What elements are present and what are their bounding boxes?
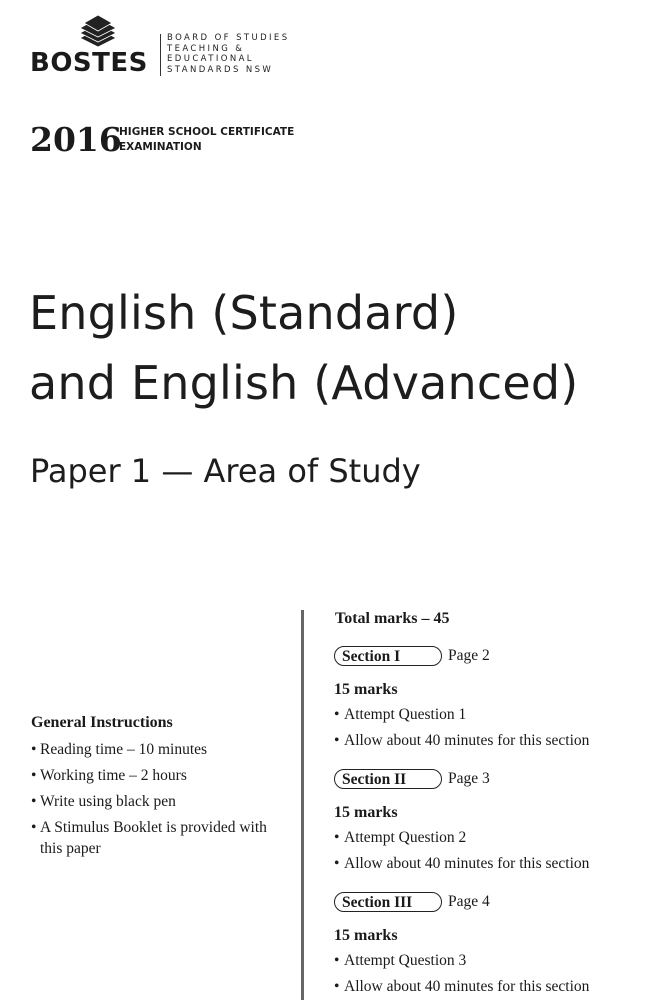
- board-line: EDUCATIONAL: [167, 54, 254, 64]
- section-ii-block: [334, 769, 589, 880]
- section-instructions: [334, 705, 589, 751]
- list-item: • Attempt Question 3: [334, 951, 589, 971]
- board-line: TEACHING &: [167, 43, 245, 54]
- section-instructions: [334, 828, 589, 874]
- general-instructions-list: [31, 739, 281, 864]
- list-item: • Working time – 2 hours: [31, 765, 281, 786]
- general-instructions-heading: General Instructions: [31, 714, 173, 731]
- exam-name-line: EXAMINATION: [119, 141, 202, 153]
- logo-wordmark: BOSTES: [30, 48, 148, 78]
- section-page-ref: Page 3: [448, 770, 490, 787]
- list-item: • A Stimulus Booklet is provided with this paper: [31, 817, 281, 859]
- exam-name-line: HIGHER SCHOOL CERTIFICATE: [119, 126, 295, 138]
- paper-title-line-1: English (Standard): [29, 286, 459, 340]
- column-divider: [301, 610, 304, 1000]
- paper-subtitle: Paper 1 — Area of Study: [30, 452, 421, 490]
- section-i-block: [334, 646, 589, 757]
- list-item: • Attempt Question 2: [334, 828, 589, 848]
- section-label-box: Section III: [334, 892, 442, 912]
- section-marks: 15 marks: [334, 804, 398, 821]
- section-label-box: Section I: [334, 646, 442, 666]
- section-marks: 15 marks: [334, 681, 398, 698]
- logo-divider: [160, 34, 161, 76]
- board-line: STANDARDS NSW: [167, 64, 274, 75]
- total-marks: Total marks – 45: [335, 610, 450, 627]
- section-label-box: Section II: [334, 769, 442, 789]
- list-item: • Write using black pen: [31, 791, 281, 812]
- section-instructions: [334, 951, 589, 997]
- list-item: • Attempt Question 1: [334, 705, 589, 725]
- list-item: • Allow about 40 minutes for this section: [334, 731, 589, 751]
- section-page-ref: Page 2: [448, 647, 490, 664]
- board-name: [167, 33, 290, 75]
- paper-title-line-2: and English (Advanced): [29, 356, 579, 410]
- list-item: • Reading time – 10 minutes: [31, 739, 281, 760]
- stacked-books-logo-icon: [78, 14, 118, 48]
- list-item: • Allow about 40 minutes for this section: [334, 854, 589, 874]
- board-line: BOARD OF STUDIES: [167, 33, 290, 43]
- section-marks: 15 marks: [334, 927, 398, 944]
- exam-year: 2016: [30, 120, 122, 159]
- section-iii-block: [334, 892, 589, 1003]
- list-item: • Allow about 40 minutes for this section: [334, 977, 589, 997]
- section-page-ref: Page 4: [448, 893, 490, 910]
- exam-name: [119, 125, 294, 155]
